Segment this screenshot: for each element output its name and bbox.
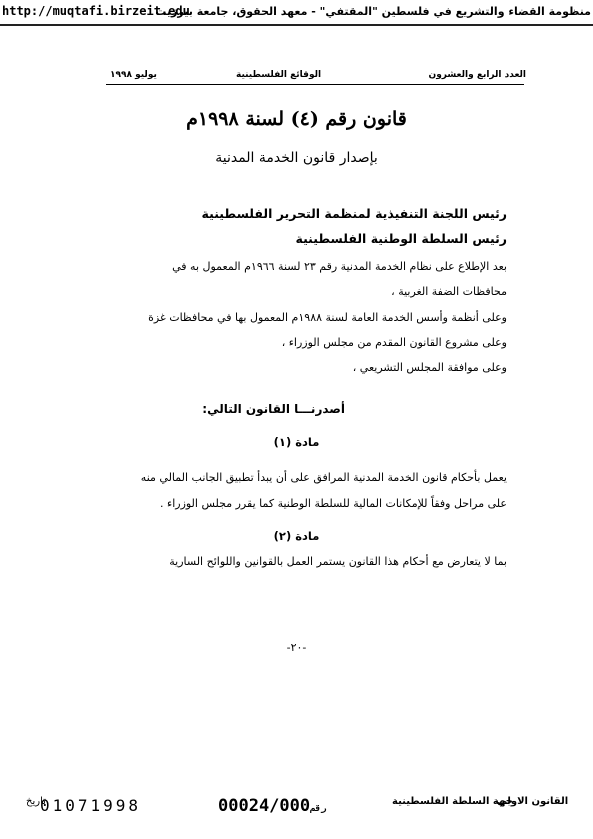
preamble-line: وعلى مشروع القانون المقدم من مجلس الوزراء ، [281, 336, 507, 349]
enactment-clause: أصدرنـــا القانون التالي: [202, 402, 345, 416]
footer-number [218, 796, 326, 814]
article-1-line: يعمل بأحكام قانون الخدمة المدنية المرافق على أن يبدأ تطبيق الجانب المالي منه [140, 471, 507, 484]
issuer-line-1: رئيس اللجنة التنفيذية لمنظمة التحرير الفلسطينية [201, 206, 507, 221]
gazette-name: الوقائع الفلسطينية [236, 70, 322, 80]
date-stamp-label: تاريخ [26, 796, 46, 807]
law-title: قانون رقم (٤) لسنة ١٩٩٨م [186, 108, 407, 130]
article-1-heading: مادة (١) [273, 435, 320, 449]
footer-date: 01071998 [40, 796, 142, 815]
law-subtitle: بإصدار قانون الخدمة المدنية [215, 150, 378, 166]
footer-source: جهة السلطة الفلسطينية [392, 796, 513, 807]
preamble-line: بعد الإطلاع على نظام الخدمة المدنية رقم ٢٣ لسنة ١٩٦٦م المعمول به في [172, 260, 507, 273]
issue-label: العدد الرابع والعشرون [428, 70, 526, 80]
footer-kind: القانون الاولي [497, 796, 569, 807]
issuer-line-2: رئيس السلطة الوطنية الفلسطينية [295, 231, 507, 246]
article-1-line: على مراحل وفقاً للإمكانات المالية للسلطة الوطنية كما يقرر مجلس الوزراء . [160, 497, 507, 510]
footer-number-value: 00024/000 [218, 796, 311, 816]
source-banner [0, 0, 593, 26]
gazette-page [0, 26, 593, 839]
page-number: -٢٠- [286, 641, 307, 654]
preamble-line: وعلى أنظمة وأسس الخدمة العامة لسنة ١٩٨٨م المعمول بها في محافظات غزة [148, 311, 507, 324]
header-rule [106, 84, 524, 85]
footer-number-label: رقم [310, 804, 327, 814]
source-title: منظومة القضاء والتشريع في فلسطين "المقتفي" - معهد الحقوق، جامعة بيرزيت [155, 5, 591, 18]
source-url[interactable]: http://muqtafi.birzeit.edu [2, 4, 190, 18]
preamble-line: وعلى موافقة المجلس التشريعي ، [352, 361, 507, 374]
article-2-line: بما لا يتعارض مع أحكام هذا القانون يستمر العمل بالقوانين واللوائح السارية [169, 555, 507, 568]
preamble-line: محافظات الضفة الغربية ، [391, 285, 507, 298]
issue-date: يوليو ١٩٩٨ [110, 70, 157, 80]
article-2-heading: مادة (٢) [273, 529, 320, 543]
